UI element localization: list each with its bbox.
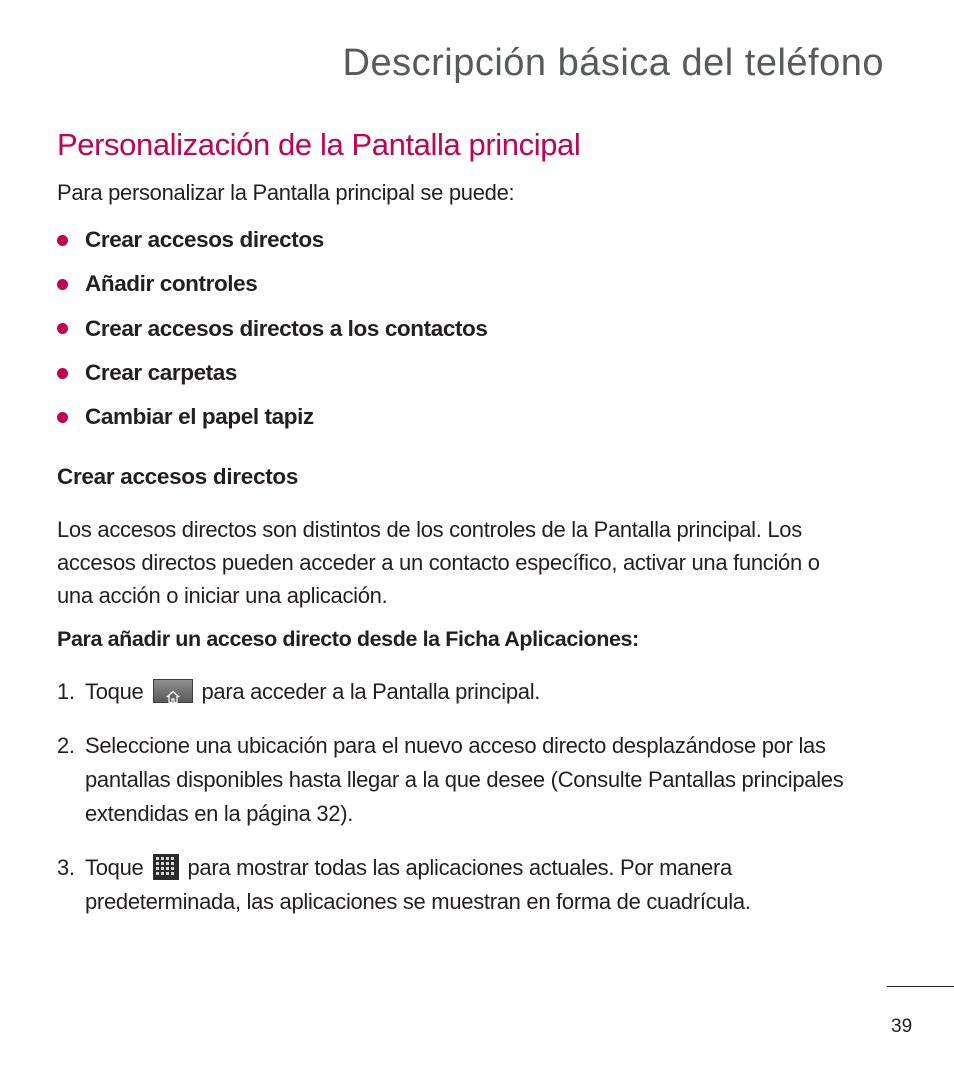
- step-number: 2.: [57, 733, 75, 758]
- bullet-label: Crear accesos directos: [85, 227, 324, 253]
- step-text-before-icon: Toque: [85, 855, 144, 880]
- home-key-icon: [153, 679, 193, 703]
- section-title: Personalización de la Pantalla principal: [57, 127, 581, 162]
- step-1: [57, 675, 857, 709]
- bullet-item-create-folders: [57, 351, 488, 395]
- bullet-label: Crear accesos directos a los contactos: [85, 315, 488, 341]
- step-number: 1.: [57, 679, 75, 704]
- bullet-dot-icon: [57, 412, 68, 423]
- bullet-dot-icon: [57, 279, 68, 290]
- bullet-item-add-widgets: [57, 262, 488, 306]
- procedure-heading: Para añadir un acceso directo desde la Ficha Aplicaciones:: [57, 627, 639, 651]
- chapter-title: Descripción básica del teléfono: [342, 42, 884, 84]
- step-body: Seleccione una ubicación para el nuevo acceso directo desplazándose por las pantallas disponibles hasta llegar a la que desee (Consulte Pantallas principales extendidas en la página 32).: [85, 733, 844, 826]
- step-3: [57, 851, 857, 919]
- bullet-item-change-wallpaper: [57, 395, 488, 439]
- bullet-item-contact-shortcuts: [57, 307, 488, 351]
- bullet-dot-icon: [57, 368, 68, 379]
- step-2: [57, 729, 857, 831]
- page-number: 39: [891, 1016, 913, 1037]
- step-number: 3.: [57, 855, 75, 880]
- bullet-item-create-shortcuts: [57, 218, 488, 262]
- intro-text: Para personalizar la Pantalla principal se puede:: [57, 180, 515, 205]
- bullet-dot-icon: [57, 323, 68, 334]
- description-paragraph: Los accesos directos son distintos de los controles de la Pantalla principal. Los accesos directos pueden acceder a un contacto específico, activar una función o una acción o iniciar una aplicación.: [57, 517, 820, 608]
- step-text-after-icon: para acceder a la Pantalla principal.: [201, 679, 541, 704]
- bullet-dot-icon: [57, 235, 68, 246]
- step-body: [85, 851, 857, 919]
- bullet-label: Crear carpetas: [85, 360, 237, 386]
- step-text-before-icon: Toque: [85, 679, 144, 704]
- bullet-label: Añadir controles: [85, 271, 258, 297]
- bullet-label: Cambiar el papel tapiz: [85, 404, 314, 430]
- step-body: [85, 675, 857, 709]
- applications-grid-icon: [153, 854, 179, 880]
- subsection-heading: Crear accesos directos: [57, 464, 299, 489]
- step-text-after-icon: para mostrar todas las aplicaciones actuales. Por manera predeterminada, las aplicaciones se muestran en forma de cuadrícula.: [85, 855, 751, 914]
- feature-bullet-list: [57, 218, 488, 439]
- footer-divider: [887, 986, 954, 987]
